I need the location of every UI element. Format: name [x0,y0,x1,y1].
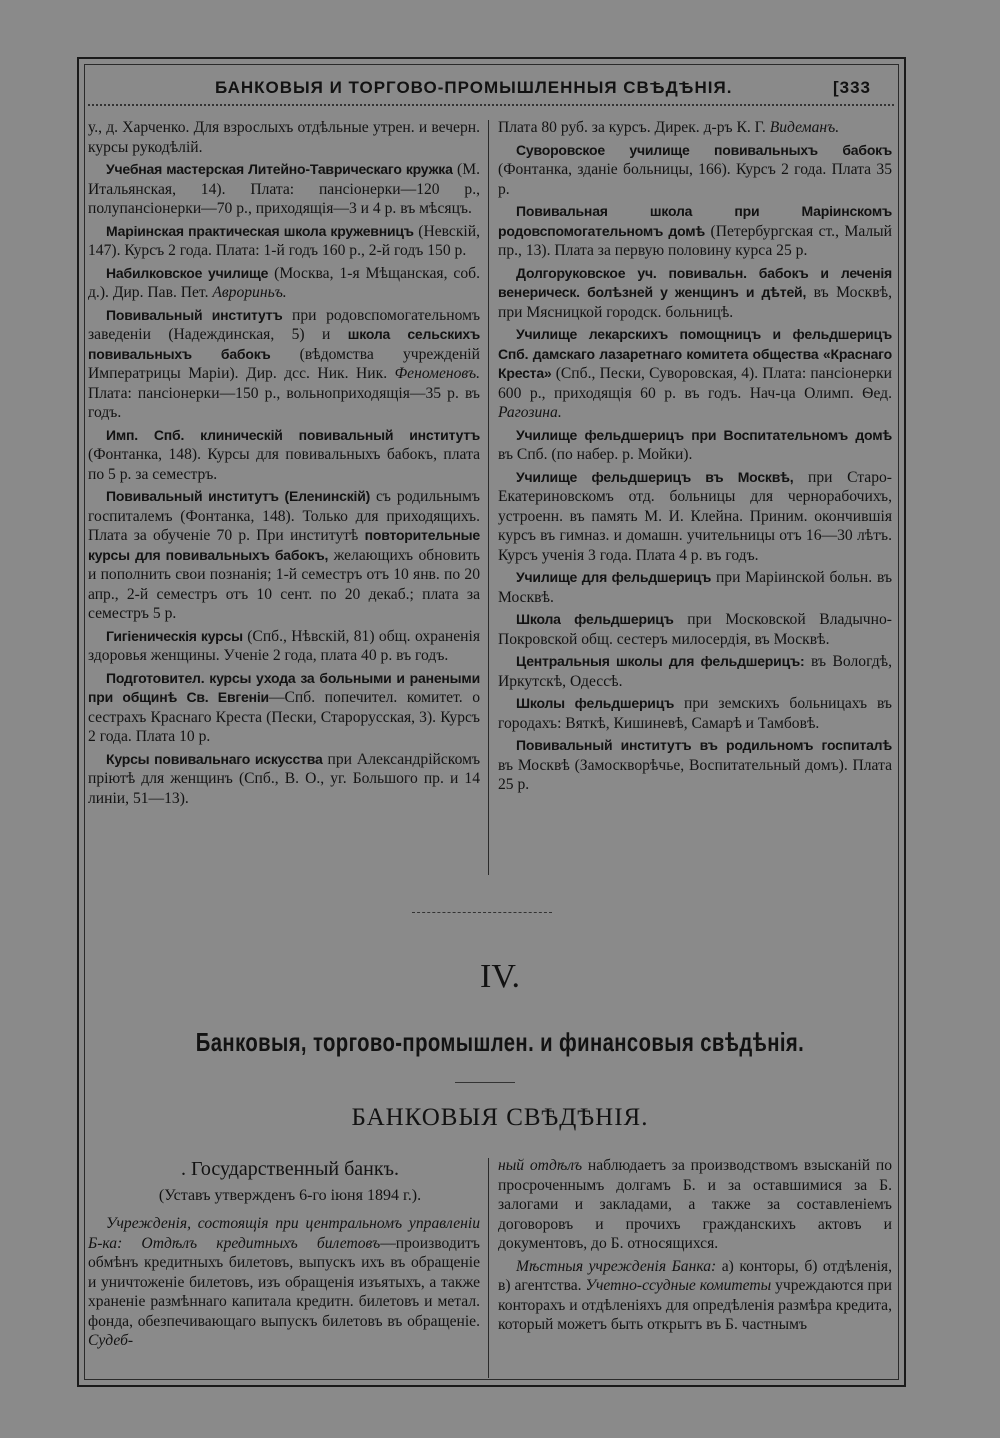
bank-right-column [498,1156,892,1338]
entry-paragraph [498,468,892,566]
running-head [87,74,895,102]
entry-paragraph [88,222,480,261]
column-divider [488,120,489,875]
entry-italic-lead: Учрежденія, состоящія при центральномъ управленіи Б-ка: Отдѣлъ кредитныхъ билетовъ [88,1215,480,1252]
section-title: Банковыя, торгово-промышлен. и финансовыя свѣдѣнія. [195,1027,805,1057]
entry-text: —Спб. попечител. комитет. о сестрахъ Краснаго Креста (Пески, Старорусская, 3). Курсъ 2 года. Плата 10 р. [88,689,481,745]
entry-paragraph [498,141,892,200]
entry-italic-tail: Судеб- [88,1332,134,1349]
entry-title: Подготовител. курсы ухода за больными и ранеными при общинѣ Св. Евгеніи [88,669,480,705]
entry-title: Курсы повивальнаго искусства [106,750,323,767]
entry-italic-name: Рагозина. [498,404,562,421]
entry-paragraph [88,487,480,624]
entry-text: а) конторы, б) отдѣленія, в) агентства. [498,1257,892,1294]
header-ornament-rule [88,104,894,114]
entry-title-secondary: школа сельскихъ повивальныхъ бабокъ [88,326,480,362]
entry-text: (Спб., Нѣвскій, 81) общ. охраненія здоровья женщины. Ученіе 2 года, плата 40 р. въ годъ. [88,627,481,664]
entry-text: при Александрійскомъ пріютѣ для женщинъ (Спб., В. О., уг. Большого пр. и 14 линіи, 51—13). [88,750,481,807]
entry-paragraph [88,160,480,219]
entry-paragraph [498,652,892,691]
entry-title: Училище лекарскихъ помощницъ и фельдшерицъ Спб. дамскаго лазаретнаго комитета общества «Краснаго Креста» [498,326,892,381]
entry-title: Повивальный институтъ [106,306,283,323]
entry-text: при родовспомогательномъ заведеніи (Надеждинская, 5) и [88,306,481,343]
entry-paragraph [88,118,480,157]
entry-text-secondary: учреждаются при конторахъ и отдѣленіяхъ для опредѣленія размѣра кредита, который можетъ быть открытъ въ Б. частнымъ [498,1277,893,1333]
entry-text: при Маріинской больн. въ Москвѣ. [498,569,893,606]
entry-paragraph [498,736,892,795]
entry-title: Набилковское училище [106,264,269,281]
entry-text-tail: Плата: пансіонерки—150 р., вольноприходящія—35 р. въ годъ. [88,384,480,421]
bank-left-column [88,1214,480,1354]
bank-column-divider [488,1158,489,1378]
entry-text: (М. Итальянская, 14). Плата: пансіонерки—120 р., полупансіонерки—70 р., приходящія—3 и 4 р. въ мѣсяцъ. [88,161,480,217]
entry-paragraph [498,325,892,423]
entry-title: Центральныя школы для фельдшерицъ: [516,653,805,669]
entry-text: (Петербургская ст., Малый пр., 13). Плата за первую половину курса 25 р. [498,222,892,259]
right-column [498,118,892,798]
entry-text-secondary: желающихъ обновить и пополнить свои познанія; 1-й семестръ отъ 10 янв. по 20 апр., 2-й семестръ отъ 10 сент. по 20 декаб.; плата за семестръ 5 р. [88,546,481,622]
entry-title: Повивальная школа при Маріинскомъ родовспомогательномъ домѣ [498,203,892,239]
entry-paragraph [498,426,892,465]
entry-paragraph [88,1214,480,1351]
entry-text: Плата 80 руб. за курсъ. Дирек. д-ръ К. Г. [498,119,770,136]
entry-text: въ Спб. (по набер. р. Мойки). [498,446,693,463]
entry-title: Гигіеническія курсы [106,627,243,644]
entry-paragraph [498,118,892,138]
entry-text: (Москва, 1-я Мѣщанская, соб. д.). Дир. Пав. Пет. [88,264,480,301]
entry-text: въ Москвѣ, при Мясницкой городск. больницѣ. [498,284,892,321]
entry-title: Учебная мастерская Литейно-Таврическаго кружка [106,161,453,177]
entry-text: (Спб., Пески, Суворовская, 4). Плата: пансіонерки 600 р., приходящія 60 р. въ годъ. Нач-ца Олимп. Ѳед. [498,365,892,402]
entry-text: у., д. Харченко. Для взрослыхъ отдѣльные утрен. и вечерн. курсы рукодѣлій. [88,119,480,156]
entry-title: Повивальный институтъ (Еленинскій) [106,488,371,504]
entry-paragraph [498,568,892,607]
entry-text: (Фонтанка, 148). Курсы для повивальныхъ бабокъ, плата по 5 р. за семестръ. [88,446,480,483]
entry-paragraph [498,202,892,261]
entry-paragraph [498,1257,892,1335]
entry-paragraph [88,750,480,809]
entry-paragraph [88,426,480,485]
entry-title-secondary: повторительные курсы для повивальныхъ бабокъ, [88,527,480,563]
entry-paragraph [498,1156,892,1254]
entry-paragraph [88,669,480,747]
entry-text: при Московской Владычно-Покровской общ. сестеръ милосердія, въ Москвѣ. [498,611,892,648]
entry-title: Училище фельдшерицъ при Воспитательномъ домѣ [516,426,892,443]
entry-text: съ родильнымъ госпиталемъ (Фонтанка, 148). Только для приходящихъ. Плата за обученіе 70 р. При институтѣ [88,488,480,544]
entry-text-secondary: (вѣдомства учрежденій Императрицы Маріи). Дир. дсс. Ник. Ник. [88,345,480,382]
entry-title: Училище фельдшерицъ въ Москвѣ, [516,468,794,485]
entry-italic-name: Феноменовъ. [394,365,480,382]
entry-title: Имп. Спб. клиническій повивальный институтъ [106,426,480,443]
entry-title: Школы фельдшерицъ [516,695,675,711]
section-number: IV. [480,958,520,995]
title-rule [455,1082,515,1083]
entry-paragraph [88,264,480,303]
entry-paragraph [498,694,892,733]
state-bank-charter: (Уставъ утвержденъ 6-го іюня 1894 г.). [158,1187,422,1204]
entry-text: при Старо-Екатериновскомъ отд. больницы для чернорабочихъ, устроенн. въ память М. И. Клейна. Приним. окончившія курсъ въ гимназ. и домашн. учительницы отъ 16—30 лѣтъ. Курсъ ученія 3 года. Плата 4 р. въ годъ. [498,468,892,564]
entry-title: Школа фельдшерицъ [516,611,674,627]
entry-title: Долгоруковское уч. повивальн. бабокъ и леченія венерическ. болѣзней у женщинъ и дѣтей, [498,264,892,300]
section-separator [412,912,552,914]
entry-text: при земскихъ больницахъ въ городахъ: Вяткѣ, Кишиневѣ, Самарѣ и Тамбовѣ. [498,695,892,732]
page-number: [333 [832,78,871,97]
entry-title: Повивальный институтъ въ родильномъ госпиталѣ [516,737,892,753]
left-column [88,118,480,811]
entry-title: Училище для фельдшерицъ [516,569,712,585]
entry-text: въ Москвѣ (Замоскворѣчье, Воспитательный домъ). Плата 25 р. [498,756,892,793]
entry-paragraph [88,627,480,666]
entry-italic-name: Аврориньъ. [212,284,287,301]
section-subtitle: БАНКОВЫЯ СВѢДѢНІЯ. [351,1104,649,1131]
entry-paragraph [498,610,892,649]
entry-italic-secondary: Учетно-ссудные комитеты [585,1277,772,1294]
entry-text: наблюдаетъ за производствомъ взысканій по просроченнымъ долгамъ Б. и за оставшимися за Б. залогами и закладами, а также за составленіемъ договоровъ и прочихъ гражданскихъ актовъ и документовъ, до Б. относящихся. [498,1157,892,1252]
entry-text: въ Вологдѣ, Иркутскѣ, Одессѣ. [498,653,893,690]
entry-title: Суворовское училище повивальныхъ бабокъ [516,141,892,158]
entry-italic-lead: Мѣстныя учрежденія Банка: [516,1257,717,1275]
entry-italic-lead: ный отдѣлъ [498,1157,583,1174]
entry-text: —производитъ обмѣнъ кредитныхъ билетовъ, выпускъ ихъ въ обращеніе и уничтоженіе билетовъ, изъ обращенія изъятыхъ, а также храненіе размѣннаго капитала кредитн. билетовъ и метал. фонда, обезпечивающаго выпускъ билетовъ въ обращеніе. [88,1234,480,1330]
entry-title: Маріинская практическая школа кружевницъ [106,222,414,239]
entry-italic-name: Видеманъ. [769,119,840,136]
entry-text: (Невскій, 147). Курсъ 2 года. Плата: 1-й годъ 160 р., 2-й годъ 150 р. [88,222,480,259]
state-bank-heading: . Государственный банкъ. [181,1158,399,1180]
running-head-title: БАНКОВЫЯ И ТОРГОВО-ПРОМЫШЛЕННЫЯ СВѢДѢНІЯ. [215,78,733,97]
entry-text: (Фонтанка, зданіе больницы, 166). Курсъ 2 года. Плата 35 р. [498,161,892,198]
entry-paragraph [88,306,480,423]
entry-paragraph [498,264,892,323]
